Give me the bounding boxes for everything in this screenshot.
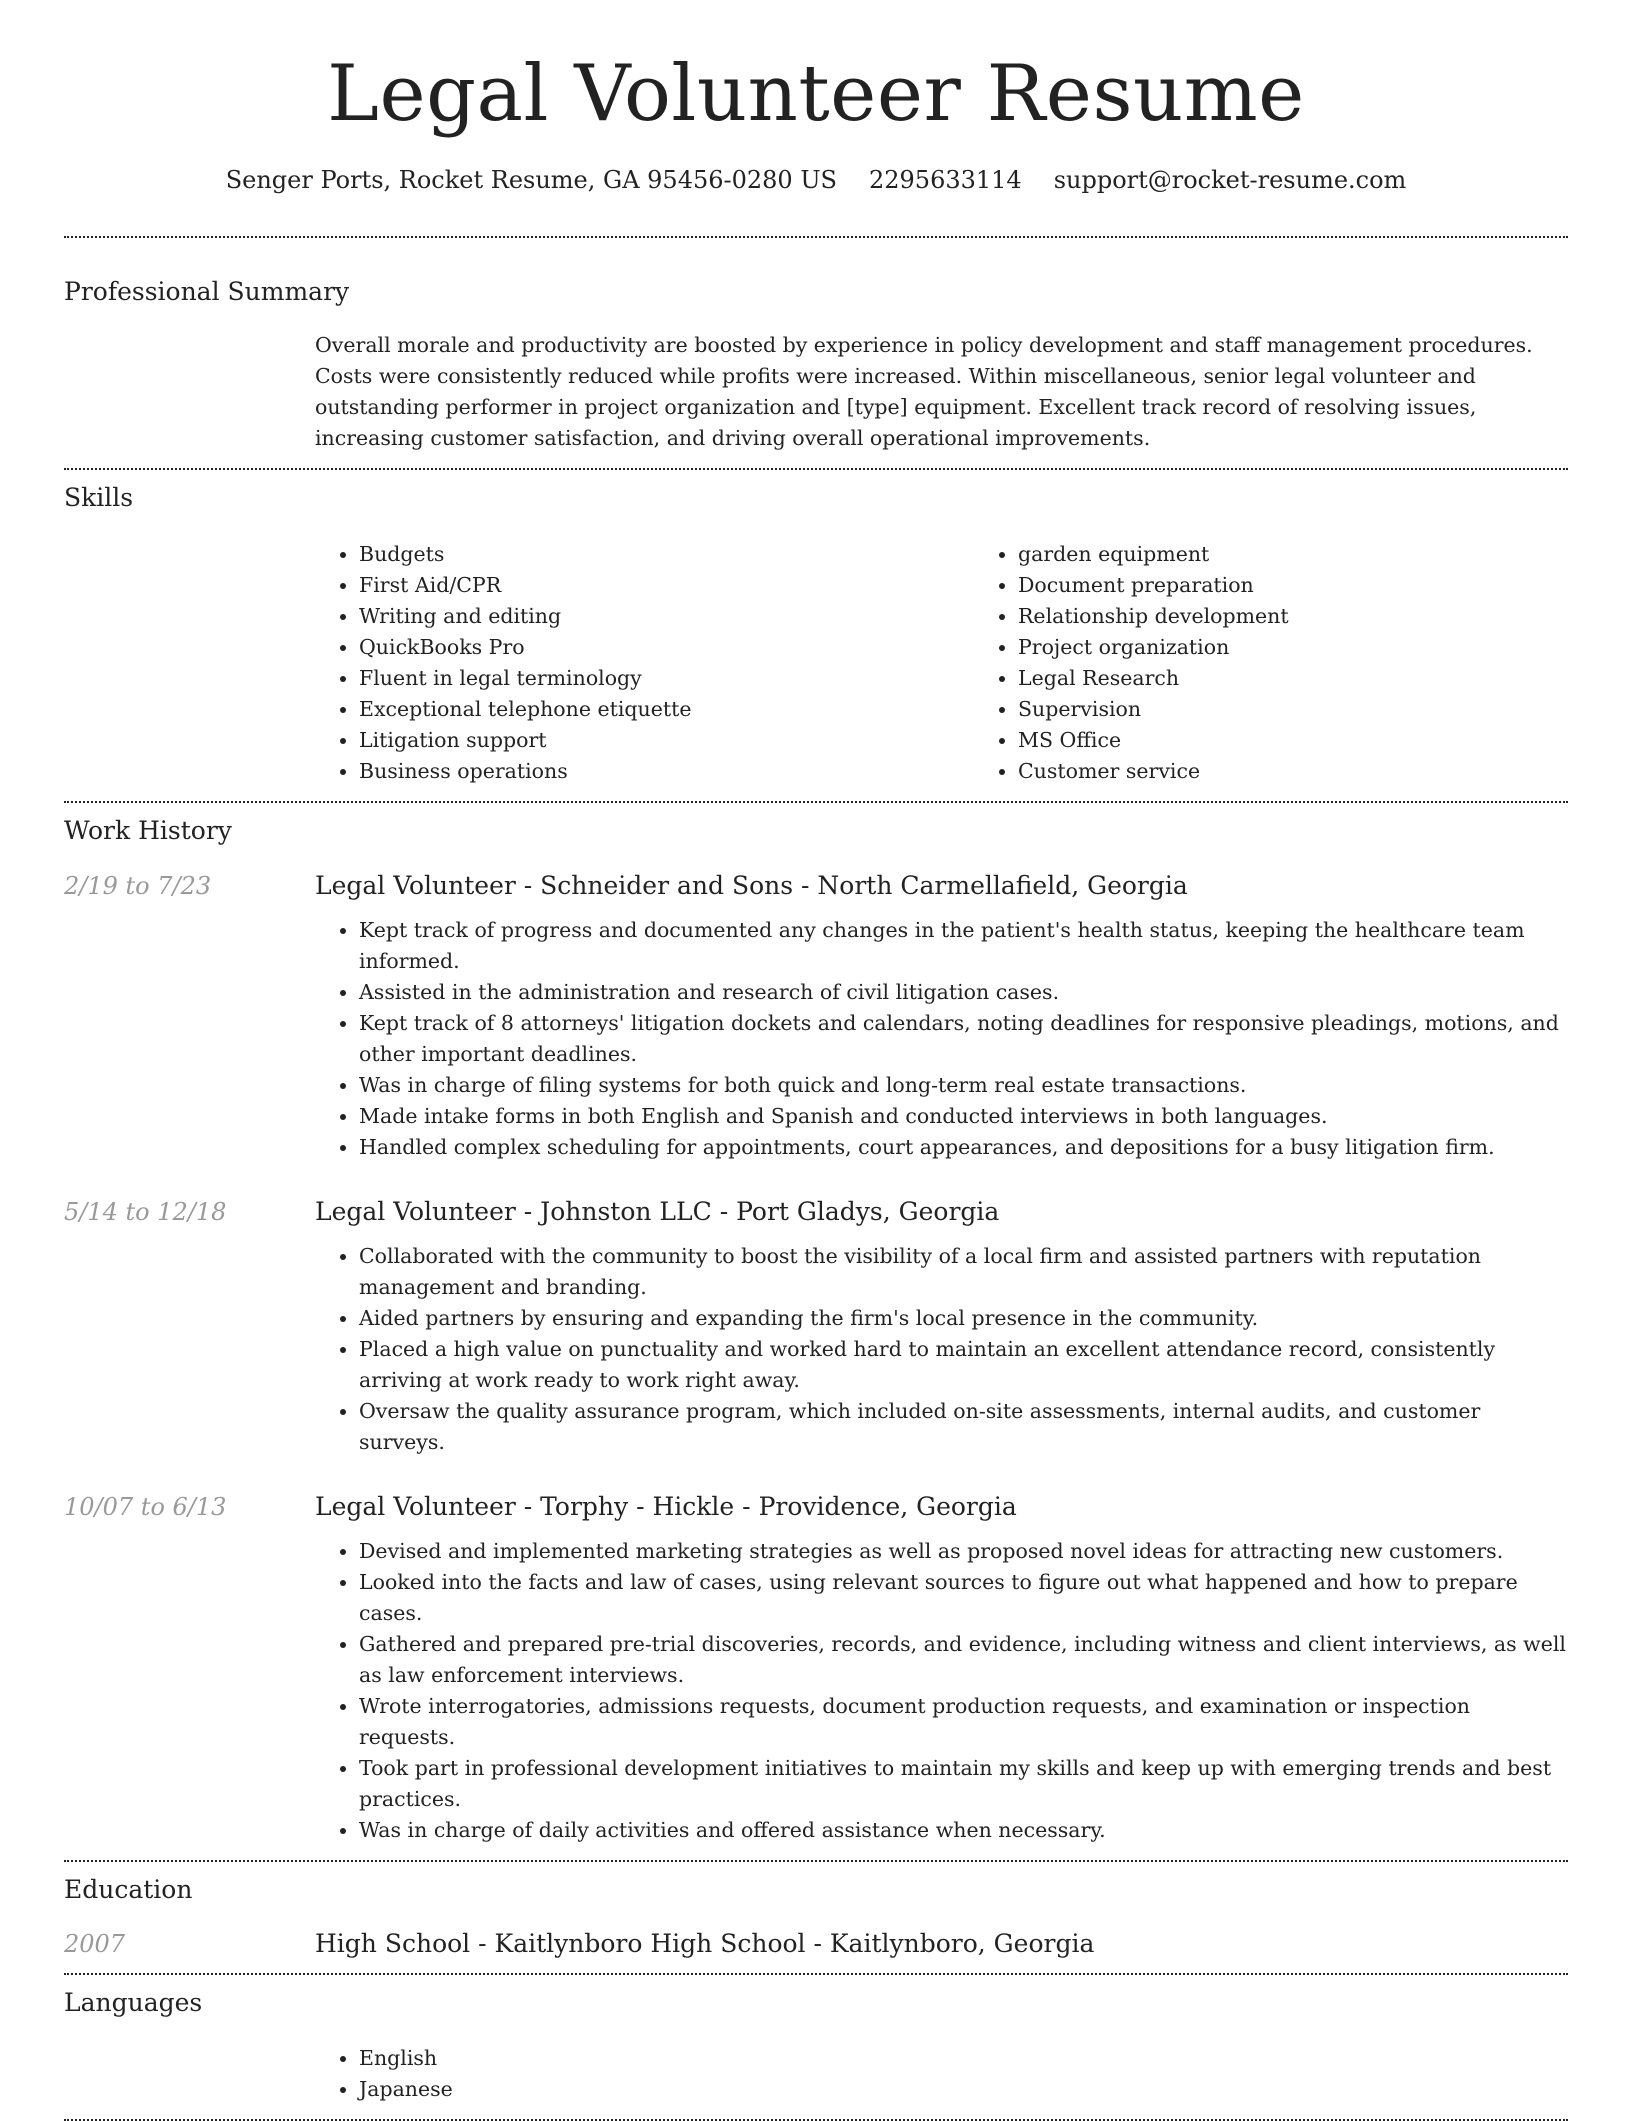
job-bullet: • Aided partners by ensuring and expanding the firm's local presence in the community. [359,1303,1568,1334]
job-heading: Legal Volunteer - Torphy - Hickle - Providence, Georgia [315,1492,1017,1522]
contact-phone: 2295633114 [868,165,1022,194]
summary-section [64,238,1568,469]
skills-list-col2 [974,539,1632,787]
job-entry [64,869,1568,1163]
section-title-work: Work History [64,815,232,845]
section-title-education: Education [64,1875,193,1905]
job-bullets [315,915,1568,1163]
section-title-summary: Professional Summary [64,276,350,306]
job-bullet: • Oversaw the quality assurance program, which included on-site assessments, internal audits, and customer surveys. [359,1396,1568,1458]
languages-row [64,2043,1568,2119]
language-item: • Japanese [359,2074,1568,2105]
skills-row [64,539,1568,801]
skill-item: • Exceptional telephone etiquette [359,694,974,725]
work-section [64,803,1568,1861]
skill-item: • Writing and editing [359,601,974,632]
education-date: 2007 [64,1929,126,1958]
job-heading: Legal Volunteer - Schneider and Sons - North Carmellafield, Georgia [315,871,1188,901]
skill-item: • Document preparation [1018,570,1632,601]
job-bullet: • Collaborated with the community to boost the visibility of a local firm and assisted partners with reputation management and branding. [359,1241,1568,1303]
skill-item: • Budgets [359,539,974,570]
job-bullet: • Kept track of 8 attorneys' litigation dockets and calendars, noting deadlines for responsive pleadings, motions, and other important deadlines. [359,1008,1568,1070]
resume-name: Legal Volunteer Resume [327,49,1305,139]
skill-item: • First Aid/CPR [359,570,974,601]
contact-address: Senger Ports, Rocket Resume, GA 95456-0280 US [225,165,837,194]
job-bullet: • Was in charge of filing systems for both quick and long-term real estate transactions. [359,1070,1568,1101]
contact-email: support@rocket-resume.com [1053,165,1407,194]
job-dates: 10/07 to 6/13 [64,1493,227,1522]
contact-line [64,166,1568,194]
education-row [64,1927,1568,1973]
job-bullet: • Kept track of progress and documented any changes in the patient's health status, keeping the healthcare team informed. [359,915,1568,977]
job-bullet: • Gathered and prepared pre-trial discoveries, records, and evidence, including witness and client interviews, as well as law enforcement interviews. [359,1629,1568,1691]
summary-text: Overall morale and productivity are boosted by experience in policy development and staff management procedures. Costs were consistently reduced while profits were increased. Within miscellaneous, senior legal volunteer and outstanding performer in project organization and [type] equipment. Excellent track record of resolving issues, increasing customer satisfaction, and driving overall operational improvements. [315,333,1533,451]
skill-item: • garden equipment [1018,539,1632,570]
skill-item: • QuickBooks Pro [359,632,974,663]
job-entry [64,1490,1568,1860]
section-title-languages: Languages [64,1987,203,2017]
job-bullet: • Assisted in the administration and research of civil litigation cases. [359,977,1568,1008]
skill-item: • Business operations [359,756,974,787]
skill-item: • Legal Research [1018,663,1632,694]
job-bullet: • Looked into the facts and law of cases, using relevant sources to figure out what happened and how to prepare cases. [359,1567,1568,1629]
skill-item: • Relationship development [1018,601,1632,632]
skills-list-col1 [315,539,974,787]
job-bullet: • Wrote interrogatories, admissions requests, document production requests, and examination or inspection requests. [359,1691,1568,1753]
job-bullet: • Devised and implemented marketing strategies as well as proposed novel ideas for attracting new customers. [359,1536,1568,1567]
job-bullet: • Handled complex scheduling for appointments, court appearances, and depositions for a busy litigation firm. [359,1132,1568,1163]
job-dates: 2/19 to 7/23 [64,872,212,901]
job-bullets [315,1241,1568,1458]
section-title-skills: Skills [64,483,134,513]
education-heading: High School - Kaitlynboro High School - Kaitlynboro, Georgia [315,1928,1095,1958]
job-dates: 5/14 to 12/18 [64,1198,227,1227]
skill-item: • Project organization [1018,632,1632,663]
summary-row [64,330,1568,468]
skill-item: • MS Office [1018,725,1632,756]
job-bullet: • Took part in professional development initiatives to maintain my skills and keep up with emerging trends and best practices. [359,1753,1568,1815]
job-bullet: • Placed a high value on punctuality and worked hard to maintain an excellent attendance record, consistently arriving at work ready to work right away. [359,1334,1568,1396]
skills-section [64,470,1568,801]
languages-section [64,1975,1568,2120]
skill-item: • Litigation support [359,725,974,756]
job-heading: Legal Volunteer - Johnston LLC - Port Gladys, Georgia [315,1197,1000,1227]
education-section [64,1862,1568,1973]
skill-item: • Customer service [1018,756,1632,787]
job-entry [64,1195,1568,1458]
job-bullet: • Made intake forms in both English and Spanish and conducted interviews in both languages. [359,1101,1568,1132]
skill-item: • Supervision [1018,694,1632,725]
skill-item: • Fluent in legal terminology [359,663,974,694]
languages-list [315,2043,1568,2105]
job-bullets [315,1536,1568,1846]
language-item: • English [359,2043,1568,2074]
resume-header [64,0,1568,194]
job-bullet: • Was in charge of daily activities and offered assistance when necessary. [359,1815,1568,1846]
